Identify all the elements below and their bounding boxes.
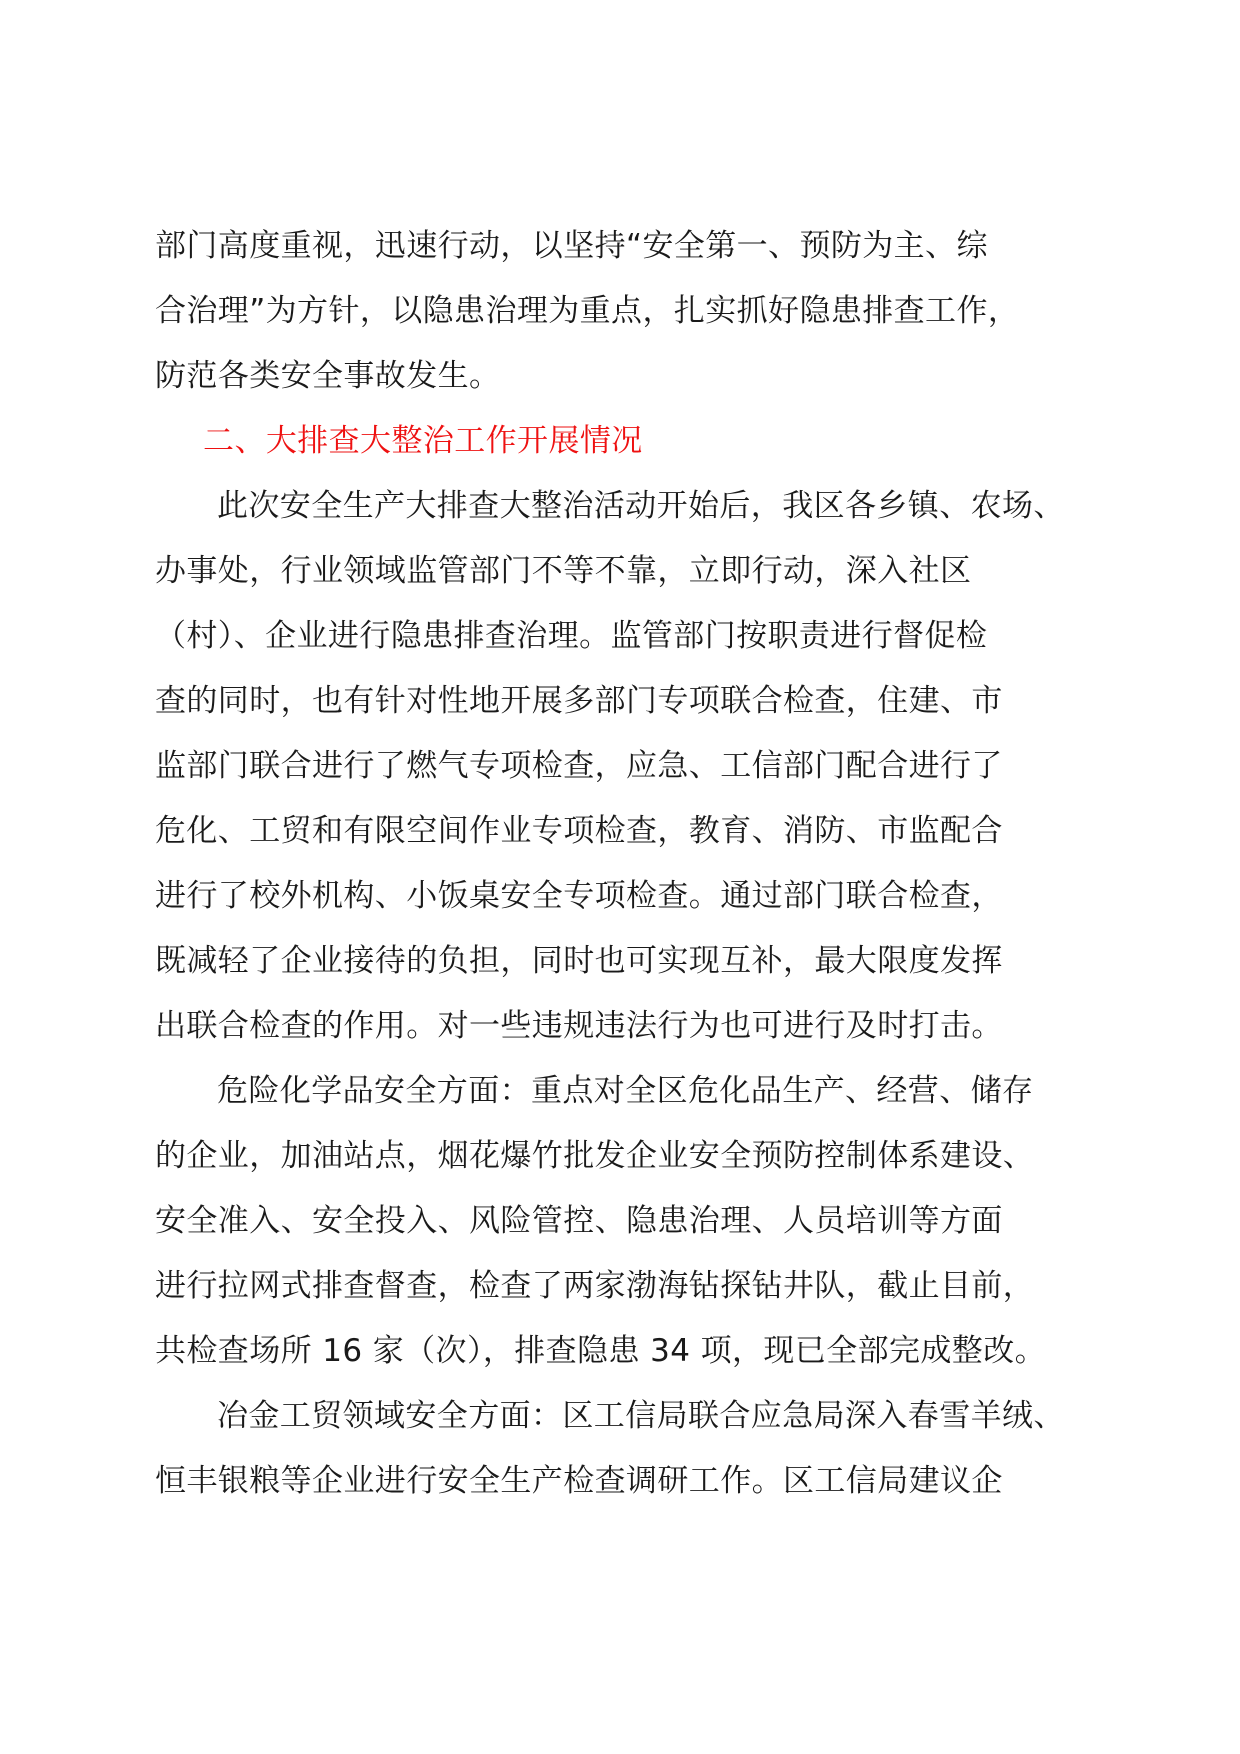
text-line: 危化、工贸和有限空间作业专项检查，教育、消防、市监配合 [155,813,1003,849]
text-line: 办事处，行业领域监管部门不等不靠，立即行动，深入社区 [155,553,972,589]
text-line: 的企业，加油站点，烟花爆竹批发企业安全预防控制体系建设、 [155,1138,1035,1174]
text-line: 共检查场所 16 家（次），排查隐患 34 项，现已全部完成整改。 [155,1333,1047,1369]
text-line: 此次安全生产大排查大整治活动开始后，我区各乡镇、农场、 [217,488,1065,524]
paragraph-hazardous-chemicals [155,1059,1115,1384]
text-line: 防范各类安全事故发生。 [155,358,501,394]
text-line: 安全准入、安全投入、风险管控、隐患治理、人员培训等方面 [155,1203,1003,1239]
section-heading [155,409,1115,474]
document-body [155,214,1115,1514]
text-line: 冶金工贸领域安全方面：区工信局联合应急局深入春雪羊绒、 [217,1398,1065,1434]
text-line: 进行拉网式排查督查，检查了两家渤海钻探钻井队，截止目前， [155,1268,1035,1304]
text-line: 危险化学品安全方面：重点对全区危化品生产、经营、储存 [217,1073,1034,1109]
paragraph-metallurgy-trade [155,1384,1115,1514]
text-line: 部门高度重视，迅速行动，以坚持“安全第一、预防为主、综 [155,228,988,264]
text-line: （村）、企业进行隐患排查治理。监管部门按职责进行督促检 [155,618,988,654]
paragraph-overview [155,474,1115,1059]
text-line: 合治理”为方针，以隐患治理为重点，扎实抓好隐患排查工作， [155,293,1020,329]
text-line: 出联合检查的作用。对一些违规违法行为也可进行及时打击。 [155,1008,1003,1044]
text-line: 监部门联合进行了燃气专项检查，应急、工信部门配合进行了 [155,748,1003,784]
text-line: 进行了校外机构、小饭桌安全专项检查。通过部门联合检查， [155,878,1003,914]
heading-text: 二、大排查大整治工作开展情况 [203,423,643,459]
text-line: 恒丰银粮等企业进行安全生产检查调研工作。区工信局建议企 [155,1463,1003,1499]
text-line: 查的同时，也有针对性地开展多部门专项联合检查，住建、市 [155,683,1003,719]
text-line: 既减轻了企业接待的负担，同时也可实现互补，最大限度发挥 [155,943,1003,979]
paragraph-intro-continuation [155,214,1115,409]
